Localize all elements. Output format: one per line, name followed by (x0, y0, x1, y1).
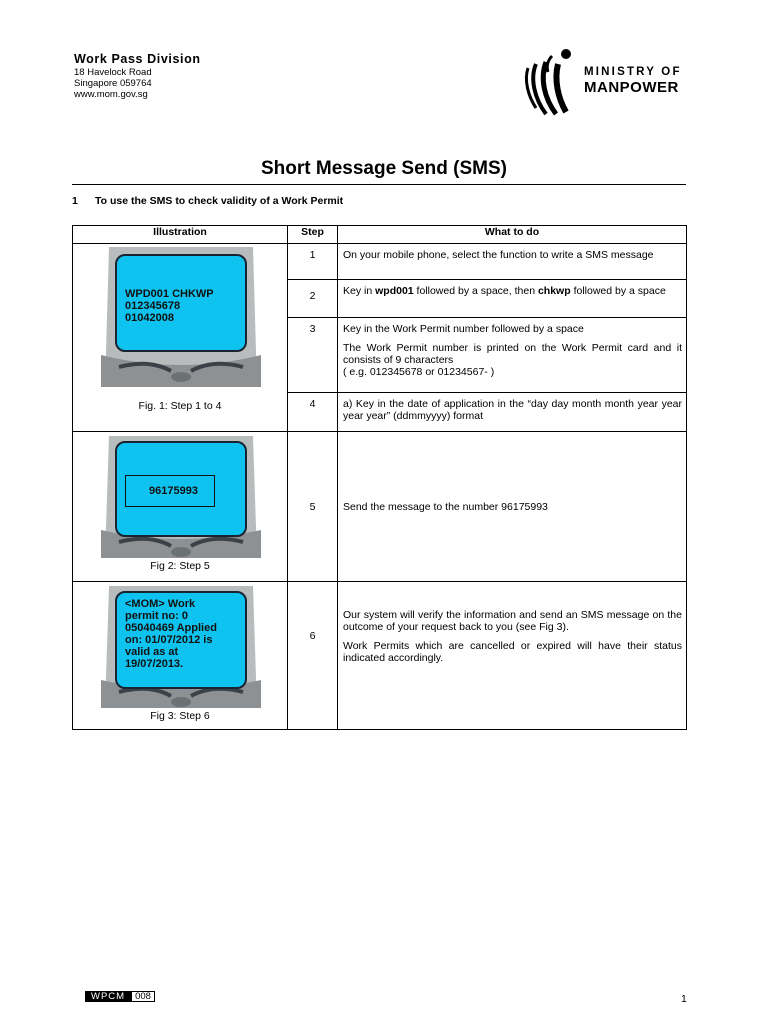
ministry-logo (522, 46, 692, 118)
header-illustration: Illustration (73, 226, 288, 244)
step-instruction-6: Our system will verify the information and send an SMS message on the outcome of your request back to you (see Fig 3). Work Permits which are cancelled or expired will have their status indicated accordingly. (338, 582, 687, 730)
table-row (73, 432, 687, 582)
phone-illustration-1 (101, 247, 261, 387)
step-number-6: 6 (288, 582, 338, 730)
figure-1-cell (73, 244, 288, 432)
logo-figure-icon (522, 46, 582, 118)
sms-screen-text-1: WPD001 CHKWP 012345678 01042008 (125, 288, 214, 324)
step-number-4: 4 (288, 393, 338, 432)
document-code (85, 991, 155, 1002)
logo-text-ministry: MINISTRY OF (584, 66, 682, 78)
section-text: To use the SMS to check validity of a Work Permit (95, 195, 344, 207)
figure-3-caption: Fig 3: Step 6 (150, 710, 210, 722)
logo-text-manpower: MANPOWER (584, 79, 679, 96)
section-number: 1 (72, 195, 78, 207)
division-name: Work Pass Division (74, 52, 201, 66)
header-what-to-do: What to do (338, 226, 687, 244)
sms-steps-table (72, 225, 687, 730)
step-instruction-1: On your mobile phone, select the function to write a SMS message (338, 244, 687, 280)
step-instruction-5: Send the message to the number 96175993 (338, 432, 687, 582)
figure-1-caption: Fig. 1: Step 1 to 4 (138, 400, 222, 412)
document-code-label: WPCM (85, 991, 131, 1002)
table-header-row (73, 226, 687, 244)
figure-3-cell (73, 582, 288, 730)
figure-2-caption: Fig 2: Step 5 (150, 560, 210, 572)
sms-screen-text-2: 96175993 (149, 485, 198, 497)
step-number-5: 5 (288, 432, 338, 582)
step-instruction-2: Key in wpd001 followed by a space, then chkwp followed by a space (338, 280, 687, 318)
website-link[interactable]: www.mom.gov.sg (74, 89, 148, 100)
step-instruction-4: a) Key in the date of application in the “day day month month year year year year” (ddmmyyyy) format (338, 393, 687, 432)
section-heading (72, 195, 343, 207)
address-line-2: Singapore 059764 (74, 78, 152, 89)
document-code-number: 008 (131, 991, 155, 1002)
step-instruction-3: Key in the Work Permit number followed by a space The Work Permit number is printed on the Work Permit card and it consists of 9 characters ( e.g. 012345678 or 01234567- ) (338, 318, 687, 393)
sms-screen-text-3: <MOM> Work permit no: 0 05040469 Applied on: 01/07/2012 is valid as at 19/07/2013. (125, 598, 217, 670)
phone-illustration-2 (101, 436, 261, 558)
page-title: Short Message Send (SMS) (261, 158, 507, 179)
table-row (73, 244, 687, 280)
step-number-2: 2 (288, 280, 338, 318)
figure-2-cell (73, 432, 288, 582)
table-row (73, 582, 687, 730)
step-number-1: 1 (288, 244, 338, 280)
title-divider (72, 184, 686, 185)
address-line-1: 18 Havelock Road (74, 67, 152, 78)
phone-illustration-3 (101, 586, 261, 708)
page-number: 1 (681, 993, 687, 1005)
header-step: Step (288, 226, 338, 244)
step-number-3: 3 (288, 318, 338, 393)
